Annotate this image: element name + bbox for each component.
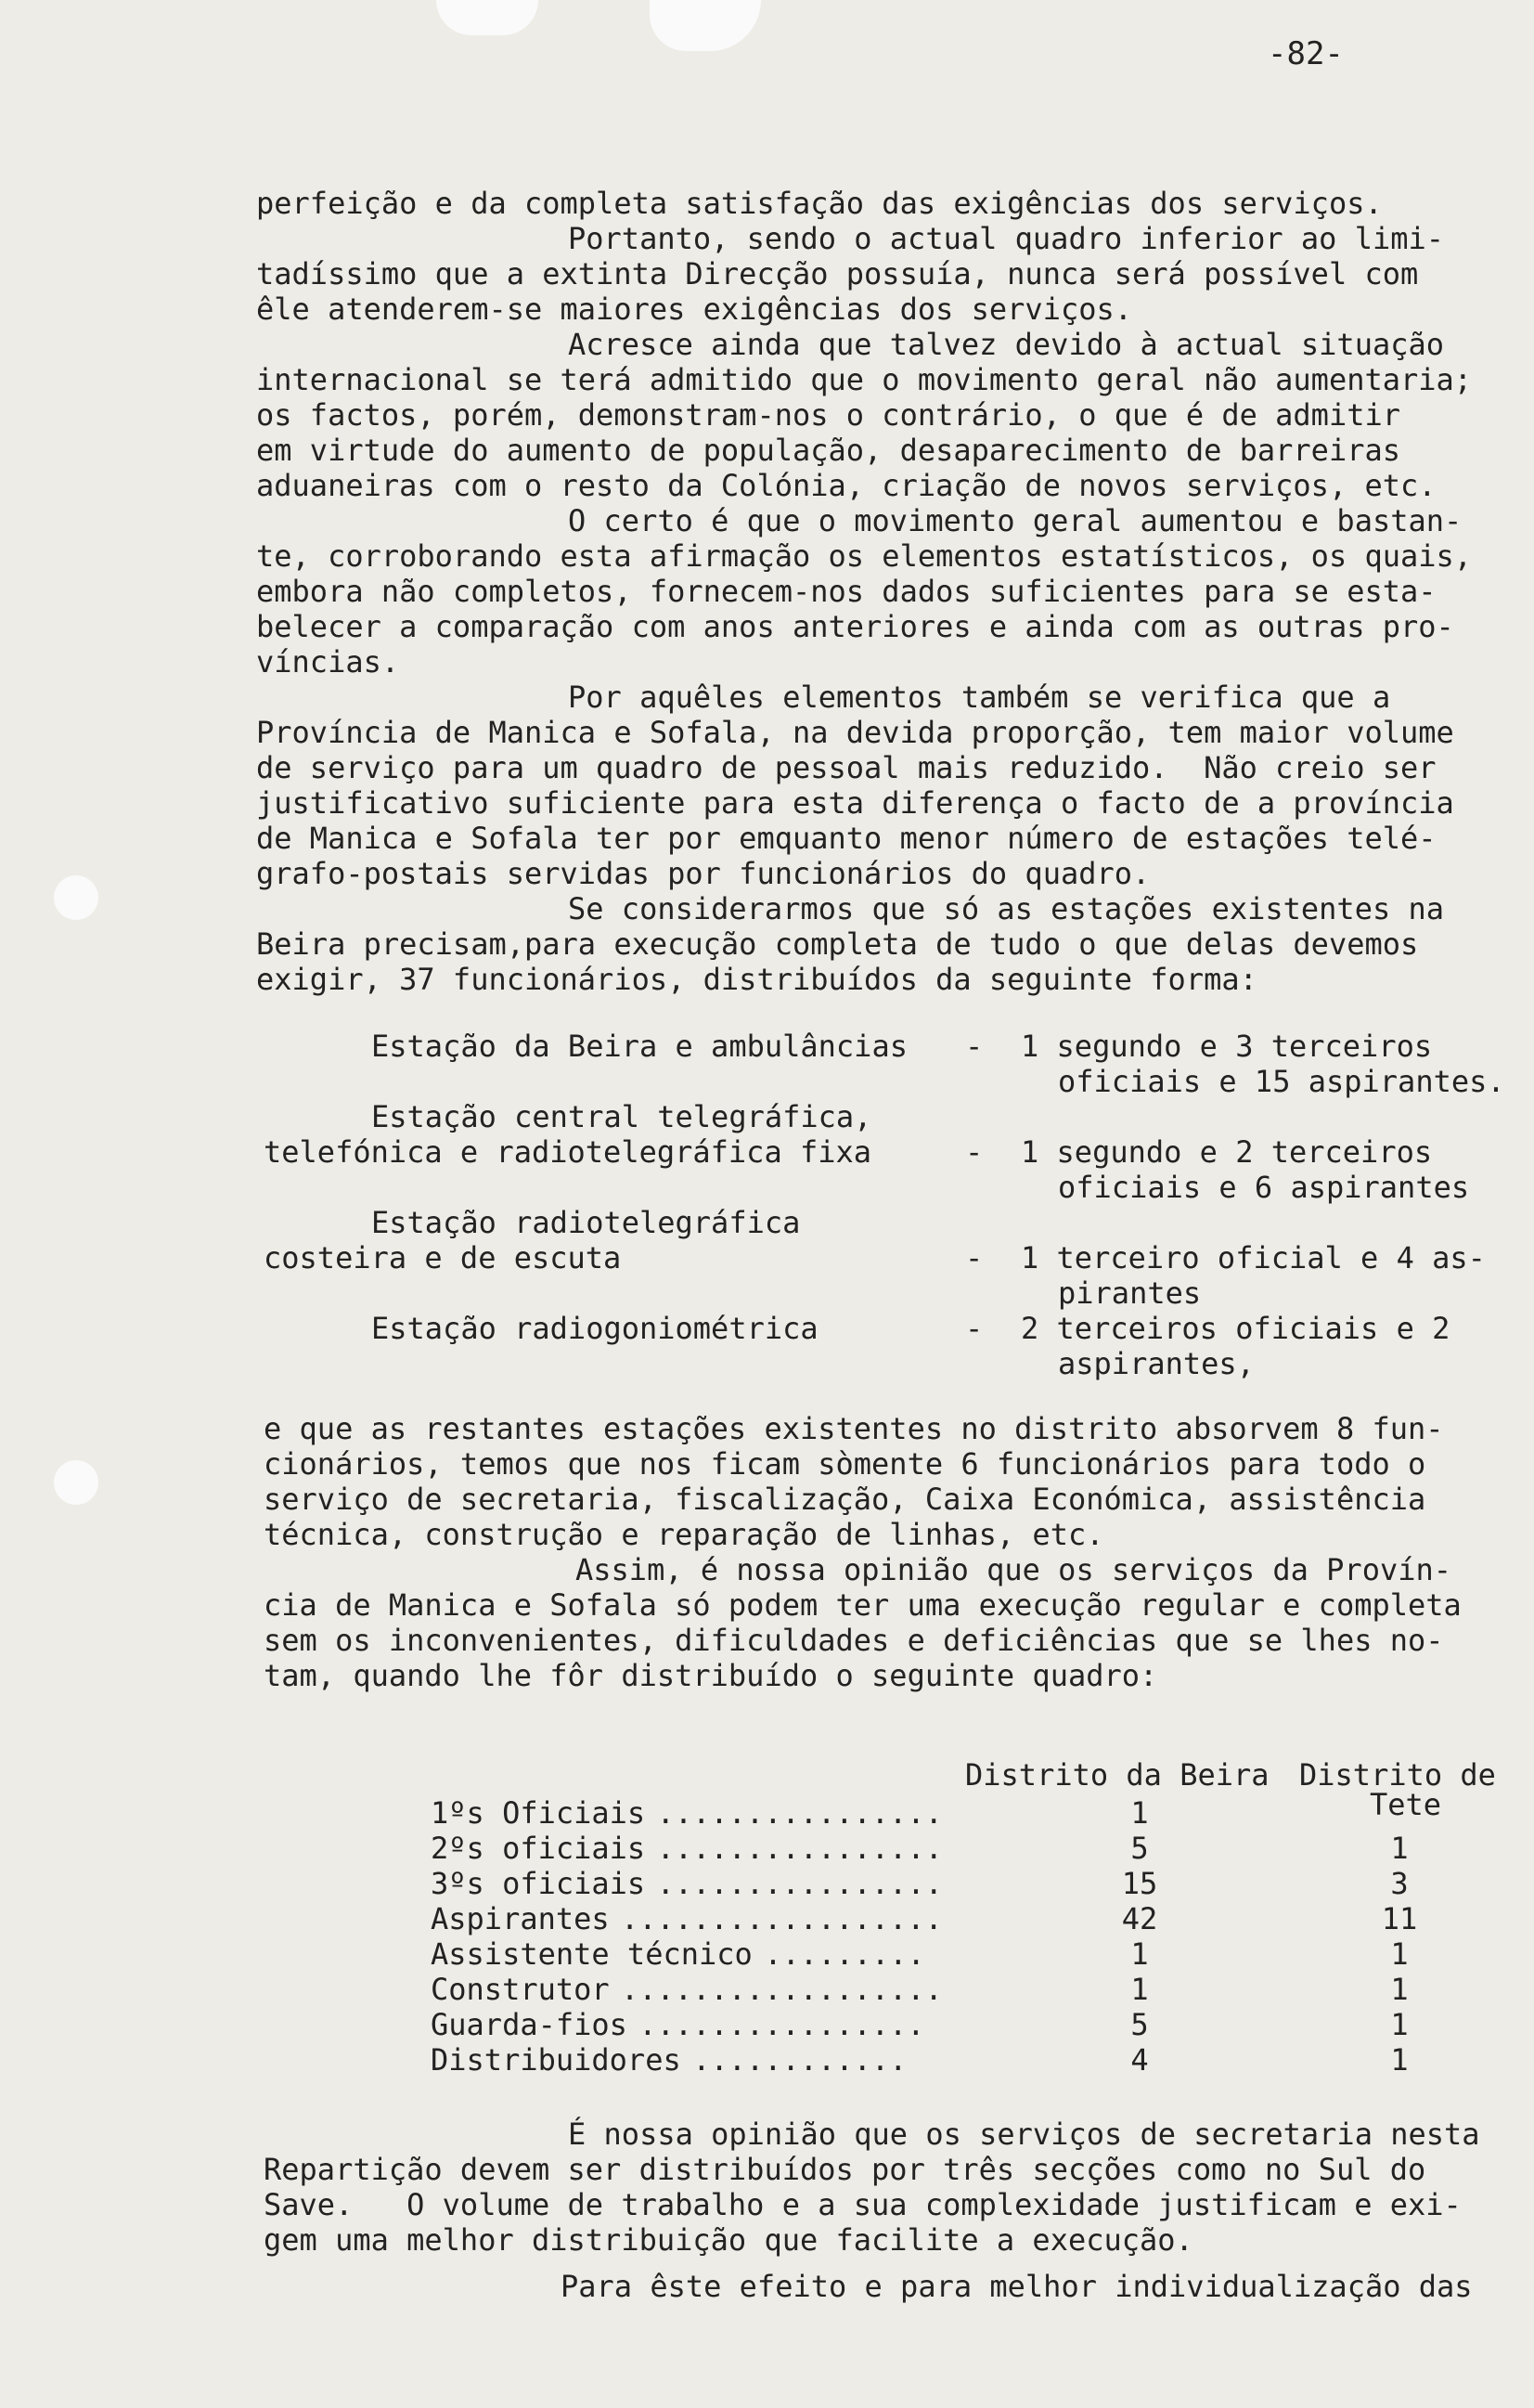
table-row-leader: ................	[638, 2007, 925, 2042]
table-row-label: Construtor	[431, 1972, 610, 2007]
table-header-tete: Distrito de	[1299, 1757, 1496, 1793]
text-line: belecer a comparação com anos anteriores e ainda com as outras pro-	[256, 609, 1454, 644]
station-staff: aspirantes,	[1058, 1346, 1255, 1381]
text-line: serviço de secretaria, fiscalização, Caixa Económica, assistência	[264, 1482, 1426, 1517]
text-line: e que as restantes estações existentes no distrito absorvem 8 fun-	[264, 1411, 1444, 1446]
station-staff: oficiais e 15 aspirantes.	[1058, 1064, 1505, 1099]
table-row-leader: ..................	[621, 1972, 943, 2007]
station-staff: 1 terceiro oficial e 4 as-	[1021, 1240, 1486, 1275]
table-row-leader: ............	[692, 2042, 908, 2078]
dash: -	[965, 1240, 984, 1275]
table-cell-beira: 5	[1130, 1831, 1149, 1866]
dash: -	[965, 1029, 984, 1064]
station-staff: oficiais e 6 aspirantes	[1058, 1170, 1470, 1205]
table-cell-beira: 15	[1121, 1866, 1158, 1901]
torn-corner	[436, 0, 538, 35]
table-row-label: Aspirantes	[431, 1901, 610, 1936]
text-line: tam, quando lhe fôr distribuído o seguinte quadro:	[264, 1658, 1158, 1693]
table-cell-beira: 1	[1130, 1936, 1149, 1972]
text-line: te, corroborando esta afirmação os elementos estatísticos, os quais,	[256, 538, 1473, 574]
text-line: Província de Manica e Sofala, na devida proporção, tem maior volume	[256, 715, 1454, 750]
station-name: Estação central telegráfica,	[371, 1099, 872, 1134]
punch-hole	[54, 1460, 98, 1505]
table-cell-beira: 5	[1130, 2007, 1149, 2042]
table-row-leader: .........	[764, 1936, 925, 1972]
text-line: Se considerarmos que só as estações existentes na	[568, 891, 1445, 926]
table-cell-tete: 3	[1390, 1866, 1409, 1901]
text-line: O certo é que o movimento geral aumentou e bastan-	[568, 503, 1463, 538]
text-line: víncias.	[256, 644, 400, 680]
table-row-leader: ................	[656, 1831, 943, 1866]
torn-edge	[650, 0, 761, 51]
station-staff: 1 segundo e 2 terceiros	[1021, 1134, 1433, 1170]
table-row-label: 3ºs oficiais	[431, 1866, 646, 1901]
text-line: Para êste efeito e para melhor individualização das	[561, 2269, 1473, 2304]
station-staff: pirantes	[1058, 1275, 1202, 1311]
text-line: É nossa opinião que os serviços de secretaria nesta	[568, 2117, 1480, 2152]
station-name: Estação da Beira e ambulâncias	[371, 1029, 908, 1064]
table-header-tete-2: Tete	[1370, 1787, 1442, 1822]
text-line: de Manica e Sofala ter por emquanto menor número de estações telé-	[256, 821, 1437, 856]
table-cell-tete: 1	[1390, 2007, 1409, 2042]
text-line: aduaneiras com o resto da Colónia, criação de novos serviços, etc.	[256, 468, 1437, 503]
text-line: Repartição devem ser distribuídos por três secções como no Sul do	[264, 2152, 1426, 2187]
table-cell-beira: 1	[1130, 1795, 1149, 1831]
text-line: Beira precisam,para execução completa de tudo o que delas devemos	[256, 926, 1419, 962]
page-number: -82-	[1268, 35, 1344, 72]
table-row-leader: ................	[656, 1795, 943, 1831]
text-line: embora não completos, fornecem-nos dados suficientes para se esta-	[256, 574, 1437, 609]
table-header-beira: Distrito da Beira	[965, 1757, 1270, 1793]
table-cell-tete: 1	[1390, 1972, 1409, 2007]
table-cell-tete: 1	[1390, 1831, 1409, 1866]
table-cell-beira: 42	[1121, 1901, 1158, 1936]
text-line: Save. O volume de trabalho e a sua complexidade justificam e exi-	[264, 2187, 1462, 2222]
text-line: internacional se terá admitido que o movimento geral não aumentaria;	[256, 362, 1473, 397]
dash: -	[965, 1311, 984, 1346]
text-line: exigir, 37 funcionários, distribuídos da seguinte forma:	[256, 962, 1257, 997]
table-cell-tete: 1	[1390, 1936, 1409, 1972]
table-row-label: Distribuidores	[431, 2042, 681, 2078]
text-line: técnica, construção e reparação de linhas, etc.	[264, 1517, 1104, 1552]
station-name: costeira e de escuta	[264, 1240, 622, 1275]
text-line: Assim, é nossa opinião que os serviços da Provín-	[575, 1552, 1452, 1587]
text-line: os factos, porém, demonstram-nos o contrário, o que é de admitir	[256, 397, 1400, 433]
text-line: justificativo suficiente para esta diferença o facto de a província	[256, 785, 1454, 821]
text-line: Por aquêles elementos também se verifica que a	[568, 680, 1391, 715]
table-cell-tete: 1	[1390, 2042, 1409, 2078]
station-staff: 2 terceiros oficiais e 2	[1021, 1311, 1450, 1346]
text-line: cia de Manica e Sofala só podem ter uma execução regular e completa	[264, 1587, 1462, 1623]
table-cell-beira: 1	[1130, 1972, 1149, 2007]
station-name: telefónica e radiotelegráfica fixa	[264, 1134, 872, 1170]
table-row-leader: ..................	[621, 1901, 943, 1936]
punch-hole	[54, 875, 98, 920]
text-line: Acresce ainda que talvez devido à actual situação	[568, 327, 1445, 362]
text-line: grafo-postais servidas por funcionários do quadro.	[256, 856, 1151, 891]
text-line: tadíssimo que a extinta Direcção possuía, nunca será possível com	[256, 256, 1419, 291]
text-line: Portanto, sendo o actual quadro inferior ao limi-	[568, 221, 1445, 256]
station-name: Estação radiotelegráfica	[371, 1205, 801, 1240]
table-row-label: 1ºs Oficiais	[431, 1795, 646, 1831]
station-staff: 1 segundo e 3 terceiros	[1021, 1029, 1433, 1064]
table-row-label: Guarda-fios	[431, 2007, 627, 2042]
text-line: perfeição e da completa satisfação das exigências dos serviços.	[256, 186, 1383, 221]
dash: -	[965, 1134, 984, 1170]
table-cell-tete: 11	[1381, 1901, 1418, 1936]
table-row-label: Assistente técnico	[431, 1936, 753, 1972]
table-cell-beira: 4	[1130, 2042, 1149, 2078]
table-row-label: 2ºs oficiais	[431, 1831, 646, 1866]
table-row-leader: ................	[656, 1866, 943, 1901]
text-line: sem os inconvenientes, dificuldades e deficiências que se lhes no-	[264, 1623, 1444, 1658]
text-line: em virtude do aumento de população, desaparecimento de barreiras	[256, 433, 1400, 468]
text-line: cionários, temos que nos ficam sòmente 6 funcionários para todo o	[264, 1446, 1426, 1482]
text-line: êle atenderem-se maiores exigências dos serviços.	[256, 291, 1133, 327]
text-line: gem uma melhor distribuição que facilite a execução.	[264, 2222, 1193, 2258]
text-line: de serviço para um quadro de pessoal mais reduzido. Não creio ser	[256, 750, 1437, 785]
station-name: Estação radiogoniométrica	[371, 1311, 819, 1346]
